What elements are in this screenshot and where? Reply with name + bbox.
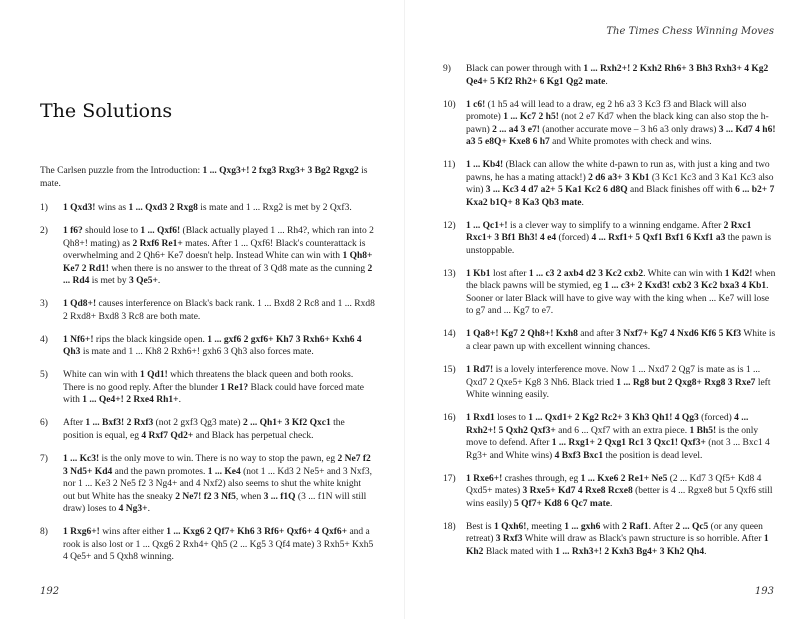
solution-text: The Carlsen puzzle from the Introduction: xyxy=(40,166,203,176)
solution-text: and a rook is also lost or 1 ... Qxg6 2 Rxh4+ Qh5 (2 ... Kg5 3 Qf4 mate) 3 Rxh5+ Kxh5 4 Qe5+ and 5 Qxh8 winning. xyxy=(63,527,374,563)
solution-item xyxy=(443,159,778,209)
solution-text: when the black pawns will be stymied, eg xyxy=(466,268,776,292)
solution-item xyxy=(40,225,375,288)
chess-move: 3 ... Kd7 4 h6! a3 5 e8Q+ Kxe8 6 h7 xyxy=(466,124,776,148)
solution-body xyxy=(63,298,375,323)
chess-move: 1 Bh5! xyxy=(689,425,717,436)
solutions-list-left xyxy=(40,202,375,574)
solution-text: is met by xyxy=(89,276,129,287)
chess-move: 4 ... Rxh2+! 5 Qxh2 Qxf3+ xyxy=(466,413,749,436)
chess-move: 3 Qe5+ xyxy=(129,276,158,287)
solution-text: crashes through, eg xyxy=(502,473,581,484)
solution-item xyxy=(443,412,778,462)
solution-text: White will draw as Black's pawn structure is so horrible. After xyxy=(522,534,764,545)
solution-number: 10) xyxy=(443,99,456,110)
solution-body xyxy=(63,202,375,215)
chess-move: 1 Kd2! xyxy=(724,268,753,279)
chess-move: 1 ... Rxg1+ 2 Qxg1 Rc1 3 Qxc1! Qxf3+ xyxy=(551,438,706,449)
chess-move: 3 ... f1Q xyxy=(263,491,296,502)
solution-text: White can win with xyxy=(63,370,141,381)
chess-move: 4 Bxf3 Bxc1 xyxy=(554,450,604,461)
solution-text: . Sooner or later Black will have to give way with the king when ... Ke7 will lose to g7 and ... Kg7 to e7. xyxy=(466,281,770,317)
page-number-right: 193 xyxy=(754,586,774,597)
solution-number: 18) xyxy=(443,521,456,532)
chess-move: 1 Qd1! xyxy=(140,370,168,381)
solution-text: Best is xyxy=(466,521,494,532)
solution-body xyxy=(63,369,375,407)
solution-item xyxy=(40,369,375,407)
solution-text: . xyxy=(178,395,181,406)
solution-text: (3 Kc1 Kc3 and 3 Ka1 Kc3 also win) xyxy=(466,172,774,196)
solution-text: causes interference on Black's back rank. 1 ... Bxd8 2 Rc8 and 1 ... Rxd8 2 Rxd8+ Bxd8 3 Rc8 are both mate. xyxy=(63,299,375,322)
solution-item xyxy=(40,453,375,516)
solution-item xyxy=(443,63,778,88)
solution-text: (not 2 gxf3 Qg3 mate) xyxy=(153,418,243,429)
chess-move: 1 Kh2 xyxy=(466,534,769,557)
solution-text: . xyxy=(609,498,613,509)
chess-move: 1 ... Kxe6 2 Re1+ Ne5 xyxy=(580,473,668,484)
chess-move: 2 d6 a3+ 3 Kb1 xyxy=(588,172,650,183)
solution-text: lost after xyxy=(490,268,529,279)
chess-move: 1 ... Qxd1+ 2 Kg2 Rc2+ 3 Kh3 Qh1! 4 Qg3 xyxy=(528,413,699,424)
solution-body xyxy=(466,521,778,559)
solution-text: (not 3 ... Bxc1 4 Rg3+ and White wins) xyxy=(466,438,770,461)
solution-text: (Black actually played 1 ... Rh4?, which ran into 2 Qh8+! mating) as xyxy=(63,226,374,249)
solution-item xyxy=(443,364,778,402)
chess-move: 1 Rxg6+! xyxy=(63,527,100,538)
solution-number: 15) xyxy=(443,365,456,376)
solution-text: (Black can allow the white d-pawn to run as, with just a king and two pawns, he has a mating attack!) xyxy=(466,160,770,183)
intro-paragraph xyxy=(40,165,375,190)
solution-body xyxy=(466,268,778,318)
chess-move: 1 ... Kb4! xyxy=(466,160,504,171)
solution-text: the position is dead level. xyxy=(603,450,703,461)
chess-move: 1 Qa8+! Kg7 2 Qh8+! Kxh8 xyxy=(466,329,578,340)
chess-move: 3 Rxe5+ Kd7 4 Rxe8 Rcxe8 xyxy=(522,486,633,497)
solution-text: the pawn is unstoppable. xyxy=(466,233,772,256)
chess-move: 2 Raf1 xyxy=(622,521,649,532)
solution-body xyxy=(466,364,778,402)
chess-move: 2 Rxf6 Re1+ xyxy=(132,238,183,249)
chess-move: 1 ... Qe4+! 2 Rxe4 Rh1+ xyxy=(82,395,179,406)
solution-text: . xyxy=(704,546,707,557)
solution-text: Black could have forced mate with xyxy=(63,382,364,406)
solution-text: is the only move to defend. After xyxy=(466,425,759,449)
chess-move: 1 Rxe6+! xyxy=(466,473,503,484)
chess-move: 2 Ne7! f2 3 Nf5 xyxy=(175,491,236,502)
solution-body xyxy=(466,328,778,353)
solution-body xyxy=(63,417,375,442)
solution-item xyxy=(40,202,375,215)
solution-text: . White can win with xyxy=(643,268,725,279)
solution-number: 3) xyxy=(40,299,48,310)
chess-move: 1 ... gxh6 xyxy=(564,521,601,532)
solution-item xyxy=(443,473,778,511)
chess-move: 1 ... Rxh3+! 2 Kxh3 Bg4+ 3 Kh2 Qh4 xyxy=(555,546,705,557)
chess-move: 2 ... a4 3 e7! xyxy=(492,124,540,135)
chess-move: 1 Kb1 xyxy=(466,268,491,279)
solution-text: (another accurate move – 3 h6 a3 only draws) xyxy=(539,124,719,135)
chess-move: 6 ... b2+ 7 Kxa2 b1Q+ 8 Ka3 Qb3 mate xyxy=(466,185,775,208)
solution-text: (forced) xyxy=(698,413,735,424)
solution-text: (1 h5 a4 will lead to a draw, eg 2 h6 a3 3 Kc3 f3 and Black will also promote) xyxy=(466,99,747,123)
chess-move: 1 ... Qc1+! xyxy=(466,220,508,231)
solution-text: rips the black kingside open. xyxy=(93,334,208,345)
solution-number: 12) xyxy=(443,220,456,231)
solution-number: 7) xyxy=(40,454,48,465)
chess-move: 1 ... c3+ 2 Kxd3! cxb2 3 Kc2 bxa3 4 Kb1 xyxy=(604,281,767,292)
solution-number: 5) xyxy=(40,370,48,381)
chess-move: 1 Rxd1 xyxy=(466,413,495,424)
solution-item xyxy=(443,328,778,353)
solution-item xyxy=(443,268,778,318)
solution-body xyxy=(466,99,778,149)
solution-item xyxy=(443,220,778,258)
solution-number: 13) xyxy=(443,268,456,279)
chess-move: 1 ... Kc3! xyxy=(63,454,100,465)
solution-text: (forced) xyxy=(556,233,592,244)
solution-text: wins after either xyxy=(99,527,167,538)
solution-body xyxy=(63,225,375,288)
solution-text: is a clever way to simplify to a winning endgame. After xyxy=(507,220,724,231)
solution-item xyxy=(443,99,778,149)
solution-body xyxy=(63,526,375,564)
solution-item xyxy=(40,526,375,564)
solution-text: , when xyxy=(235,491,264,502)
solution-item xyxy=(40,417,375,442)
solution-text: and Black has perpetual check. xyxy=(193,430,314,441)
solution-text: (not 1 ... Kd3 2 Ne5+ and 3 Nxf3, nor 1 ... Ke3 2 Ne5 f2 3 Ng4+ and 4 Nxf2) also seems to shut the white knight out but White has the sneaky xyxy=(63,466,372,502)
solution-text: loses to xyxy=(494,413,529,424)
chess-move: 1 ... Kxg6 2 Qf7+ Kh6 3 Rf6+ Qxf6+ 4 Qxf6+ xyxy=(166,527,348,538)
solution-body xyxy=(466,159,778,209)
solution-text: is mate and 1 ... Kh8 2 Rxh6+! gxh6 3 Qh3 also forces mate. xyxy=(80,347,314,358)
solution-number: 16) xyxy=(443,413,456,424)
running-head: The Times Chess Winning Moves xyxy=(606,26,774,37)
solution-text: when there is no answer to the threat of 3 Qd8 mate as the cunning xyxy=(108,263,368,274)
solution-body xyxy=(466,220,778,258)
chess-move: 4 ... Rxf1+ 5 Qxf1 Bxf1 6 Kxf1 a3 xyxy=(591,233,726,244)
solution-text: . xyxy=(581,197,584,208)
solution-text: . xyxy=(157,276,161,287)
chess-move: 1 Rd7! xyxy=(466,365,494,376)
solution-number: 4) xyxy=(40,334,48,345)
chess-move: 1 ... Qxg3+! 2 fxg3 Rxg3+ 3 Bg2 Rgxg2 xyxy=(202,166,359,176)
solution-number: 8) xyxy=(40,527,48,538)
chess-move: 3 Nxf7+ Kg7 4 Nxd6 Kf6 5 Kf3 xyxy=(616,329,742,340)
solution-body xyxy=(466,412,778,462)
solution-number: 6) xyxy=(40,418,48,429)
chess-move: 1 ... c3 2 axb4 d2 3 Kc2 cxb2 xyxy=(528,268,644,279)
solution-body xyxy=(466,473,778,511)
solution-text: and White promotes with check and wins. xyxy=(549,137,712,148)
solution-text: Black mated with xyxy=(483,546,556,557)
chess-move: 1 ... Rxh2+! 2 Kxh2 Rh6+ 3 Bh3 Rxh3+ 4 Kg2 Qe4+ 5 Kf2 Rh2+ 6 Kg1 Qg2 mate xyxy=(466,64,769,87)
solution-text: which threatens the black queen and both rooks. There is no good reply. After the blunder xyxy=(63,370,354,393)
chess-move: 3 ... Kc3 4 d7 a2+ 5 Ka1 Kc2 6 d8Q xyxy=(485,185,628,196)
chess-move: 1 ... Rg8 but 2 Qxg8+ Rxg8 3 Rxe7 xyxy=(616,377,756,388)
solution-text: and 6 ... Qxf7 with an extra piece. xyxy=(555,425,690,436)
chess-move: 1 ... Ke4 xyxy=(207,466,241,477)
page-title: The Solutions xyxy=(40,100,173,122)
solution-text: . xyxy=(605,76,608,87)
chess-move: 2 ... Qc5 xyxy=(675,521,709,532)
chess-move: 1 Qxd3! xyxy=(63,203,96,213)
solution-body xyxy=(63,453,375,516)
solution-text: . xyxy=(147,504,150,515)
chess-move: 1 ... gxf6 2 gxf6+ Kh7 3 Rxh6+ Kxh6 4 Qh3 xyxy=(63,334,362,358)
solution-text: wins as xyxy=(95,203,129,213)
solution-body xyxy=(63,334,375,359)
solution-text: Black can power through with xyxy=(466,64,584,74)
chess-move: 1 f6? xyxy=(63,226,83,237)
chess-move: 1 ... Qxf6! xyxy=(140,226,181,237)
solution-text: (not 2 e7 Kd7 when the black king can also stop the h-pawn) xyxy=(466,112,769,135)
chess-move: 1 Qh8+ Ke7 2 Rd1! xyxy=(63,251,373,274)
chess-move: 1 ... Qxd3 2 Rxg8 xyxy=(128,203,198,213)
solution-text: is mate and 1 ... Rxg2 is met by 2 Qxf3. xyxy=(197,203,352,213)
solution-text: with xyxy=(600,521,622,532)
page-number-left: 192 xyxy=(40,586,60,597)
solution-text: and the pawn promotes. xyxy=(112,466,208,477)
solution-text: is mate. xyxy=(40,166,368,189)
solution-text: is the only move to win. There is no way to stop the pawn, eg xyxy=(99,454,338,465)
solution-text: After xyxy=(63,418,86,429)
solution-text: the position is equal, eg xyxy=(63,418,345,441)
chess-move: 2 Ne7 f2 3 Nd5+ Kd4 xyxy=(63,454,371,477)
chess-move: 1 Qxh6! xyxy=(493,521,527,532)
chess-move: 1 ... Bxf3! 2 Rxf3 xyxy=(85,418,154,429)
solution-text: White is a clear pawn up with excellent winning chances. xyxy=(466,329,776,352)
chess-move: 1 Nf6+! xyxy=(63,334,94,345)
solution-text: (2 ... Kd7 3 Qf5+ Kd8 4 Qxd5+ mates) xyxy=(466,473,762,497)
solution-text: , meeting xyxy=(526,521,565,532)
solution-item xyxy=(40,298,375,323)
solution-number: 2) xyxy=(40,226,48,237)
solution-body xyxy=(466,63,778,88)
solution-number: 11) xyxy=(443,160,456,171)
chess-move: 1 ... Kc7 2 h5! xyxy=(503,112,559,123)
solution-text: and Black finishes off with xyxy=(627,185,736,196)
chess-move: 5 Qf7+ Kd8 6 Qc7 mate xyxy=(514,498,610,509)
solution-text: should lose to xyxy=(82,226,141,237)
chess-move: 4 Ng3+ xyxy=(118,504,148,515)
solution-text: is a lovely interference move. Now 1 ... Nxd7 2 Qg7 is mate as is 1 ... Qxd7 2 Qxe5+ Kg8 3 Nh6. Black tried xyxy=(466,365,761,388)
solution-text: (or any queen retreat) xyxy=(466,521,763,545)
solutions-list-right xyxy=(443,63,778,569)
solution-text: (3 ... f1N will still draw) loses to xyxy=(63,491,367,515)
solution-text: . After xyxy=(648,521,676,532)
chess-move: 1 Qd8+! xyxy=(63,299,97,310)
solution-number: 14) xyxy=(443,329,456,340)
solution-number: 17) xyxy=(443,473,456,484)
chess-move: 2 ... Qh1+ 3 Kf2 Qxc1 xyxy=(242,418,331,429)
solution-text: and after xyxy=(577,329,617,340)
solution-number: 9) xyxy=(443,64,451,74)
solution-item xyxy=(443,521,778,559)
chess-move: 3 Rxf3 xyxy=(495,534,523,545)
chess-move: 1 Re1? xyxy=(220,382,249,393)
solution-text: mates. After 1 ... Qxf6! Black's counterattack is overwhelming and 2 Qh6+ Ke7 doesn't help. Instead White can win with xyxy=(63,238,366,262)
solution-number: 1) xyxy=(40,203,48,213)
right-page xyxy=(405,0,810,619)
solution-text: left White winning easily. xyxy=(466,377,771,401)
chess-move: 1 c6! xyxy=(466,99,486,110)
chess-move: 2 ... Rd4 xyxy=(63,263,373,287)
solution-text: (better is 4 ... Rgxe8 but 5 Qxf6 still wins easily) xyxy=(466,486,773,509)
solution-item xyxy=(40,334,375,359)
chess-move: 2 Rxc1 Rxc1+ 3 Bf1 Bh3! 4 e4 xyxy=(466,220,752,244)
chess-move: 4 Rxf7 Qd2+ xyxy=(141,430,194,441)
